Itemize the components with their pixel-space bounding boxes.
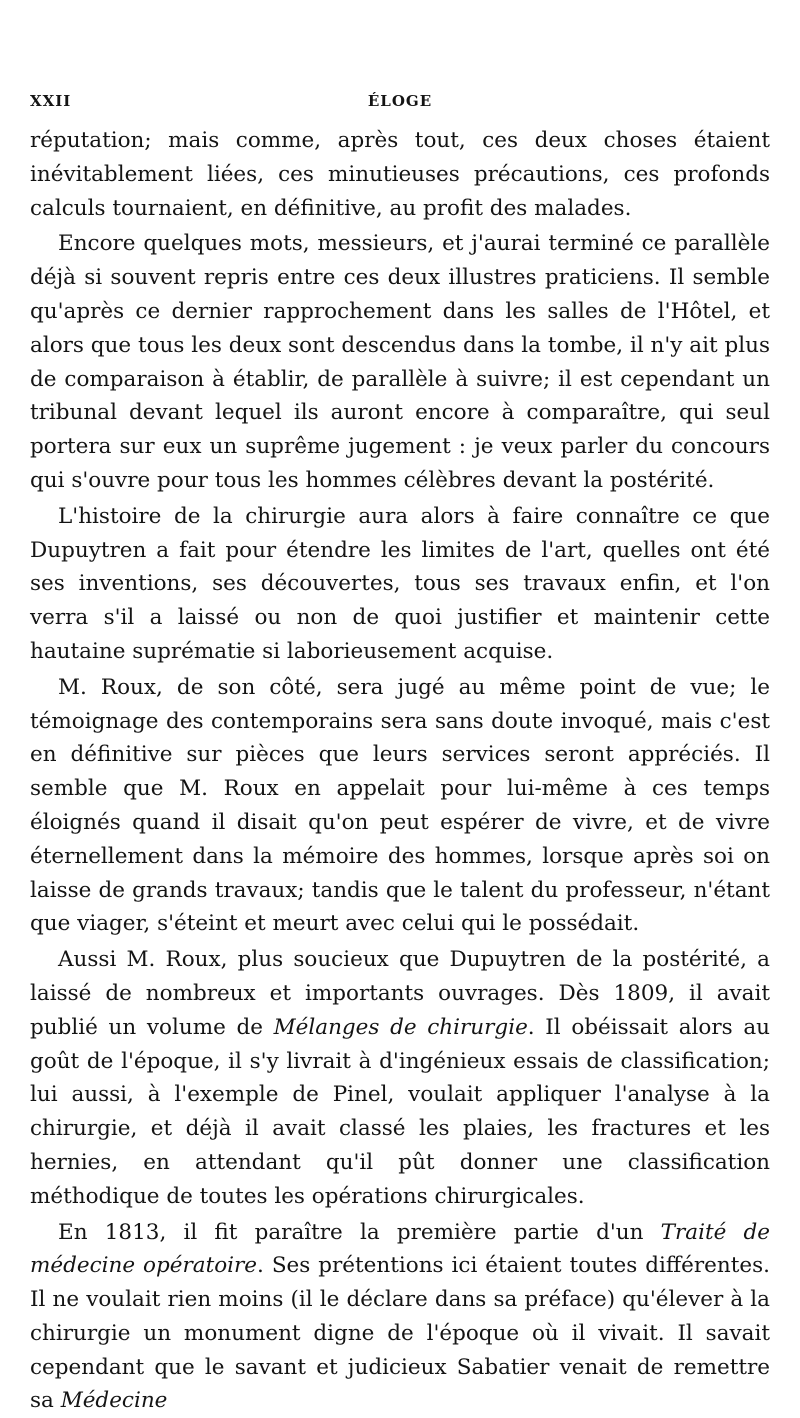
- paragraph-4: [30, 671, 770, 941]
- paragraph-3: [30, 500, 770, 669]
- page-number: XXII: [30, 92, 71, 110]
- paragraph-4-text: M. Roux, de son côté, sera jugé au même point de vue; le témoignage des contemporains sera sans doute invoqué, mais c'est en définitive sur pièces que leurs services seront appréciés. Il semble que M. Roux en appelait pour lui-même à ces temps éloignés quand il disait qu'on peut espérer de vivre, et de vivre éternellement dans la mémoire des hommes, lorsque après soi on laisse de grands travaux; tandis que le talent du professeur, n'étant que viager, s'éteint et meurt avec celui qui le possédait.: [30, 675, 770, 937]
- paragraph-6: [30, 1216, 770, 1418]
- paragraph-5-text-end: . Il obéissait alors au goût de l'époque, il s'y livrait à d'ingénieux essais de classification; lui aussi, à l'exemple de Pinel, voulait appliquer l'analyse à la chirurgie, et déjà il avait classé les plaies, les fractures et les hernies, en attendant qu'il pût donner une classification méthodique de toutes les opérations chirurgicales.: [30, 1015, 770, 1209]
- paragraph-5-text-start: Aussi M. Roux, plus soucieux que Dupuytren de la postérité, a laissé de nombreux et importants ouvrages. Dès 1809, il avait publié un volume de: [30, 947, 770, 1040]
- book-title-traite: Traité de médecine opératoire: [30, 1220, 770, 1279]
- book-title-medecine: Médecine: [61, 1388, 168, 1413]
- paragraph-6-text-start: En 1813, il fit paraître la première partie d'un: [58, 1220, 661, 1245]
- paragraph-5: [30, 943, 770, 1213]
- paragraph-3-text: L'histoire de la chirurgie aura alors à faire connaître ce que Dupuytren a fait pour étendre les limites de l'art, quelles ont été ses inventions, ses découvertes, tous ses travaux enfin, et l'on verra s'il a laissé ou non de quoi justifier et maintenir cette hautaine suprématie si laborieusement acquise.: [30, 504, 770, 664]
- paragraph-6-text-mid: . Ses prétentions ici étaient toutes différentes. Il ne voulait rien moins (il le déclare dans sa préface) qu'élever à la chirurgie un monument digne de l'époque où il vivait. Il savait cependant que le savant et judicieux Sabatier venait de remettre sa: [30, 1253, 770, 1413]
- book-title-melanges: Mélanges de chirurgie: [274, 1015, 528, 1040]
- running-header: [30, 92, 770, 116]
- paragraph-2-text: Encore quelques mots, messieurs, et j'aurai terminé ce parallèle déjà si souvent repris entre ces deux illustres praticiens. Il semble qu'après ce dernier rapprochement dans les salles de l'Hôtel, et alors que tous les deux sont descendus dans la tombe, il n'y ait plus de comparaison à établir, de parallèle à suivre; il est cependant un tribunal devant lequel ils auront encore à comparaître, qui seul portera sur eux un suprême jugement : je veux parler du concours qui s'ouvre pour tous les hommes célèbres devant la postérité.: [30, 231, 770, 493]
- body-text: [30, 124, 770, 1418]
- paragraph-1-text: réputation; mais comme, après tout, ces deux choses étaient inévitablement liées, ces minutieuses précautions, ces profonds calculs tournaient, en définitive, au profit des malades.: [30, 128, 770, 221]
- running-title: ÉLOGE: [30, 92, 770, 110]
- paragraph-1: [30, 124, 770, 225]
- paragraph-2: [30, 227, 770, 497]
